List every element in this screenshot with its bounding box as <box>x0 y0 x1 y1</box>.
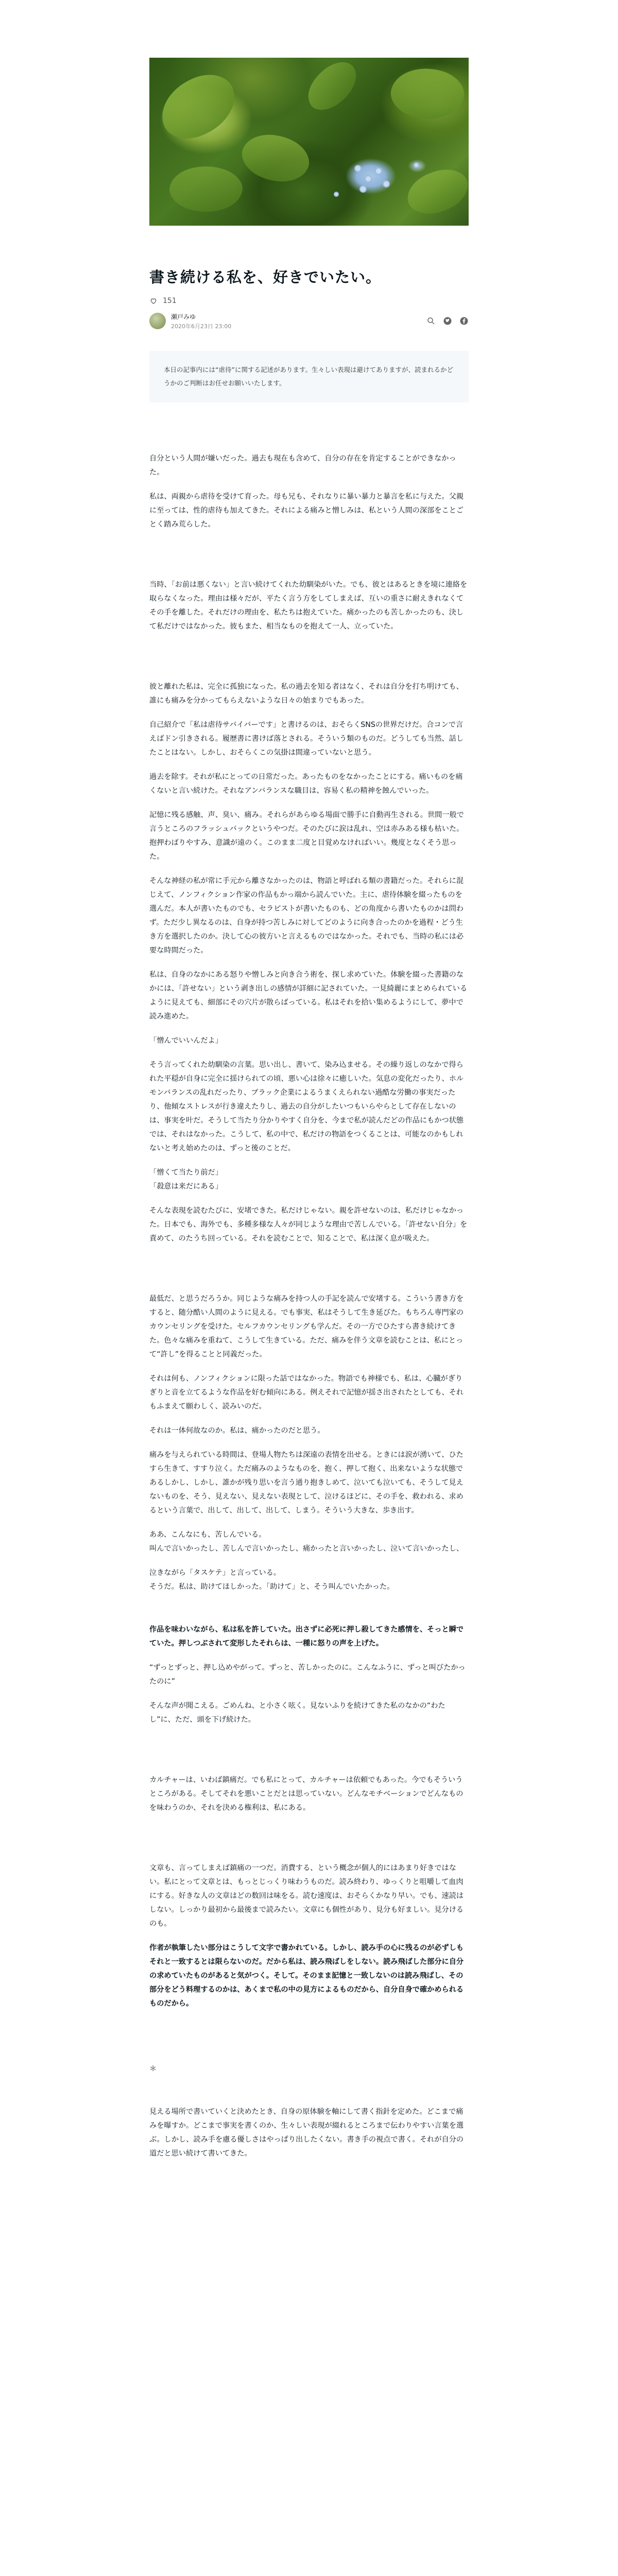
paragraph: 文章も、言ってしまえば鎮痛の一つだ。消費する、という概念が個人的にはあまり好きではない。私にとって文章とは、もっとじっくり味わうものだ。読み終わり、ゆっくりと咀嚼して血肉にする。好きな人の文章はどの数回は味をる。読む速度は、おそらくかなり早い。でも、速読はしない。しっかり最初から最後まで読みたい。文章にも個性があり、見分も好ましい。見分けるのも。 <box>149 1863 464 1928</box>
paragraph: 彼と離れた私は、完全に孤独になった。私の過去を知る者はなく、それは自分を打ち明けても、誰にも痛みを分かってもらえないような日々の始まりでもあった。 <box>149 682 464 705</box>
heart-icon[interactable] <box>149 297 158 305</box>
paragraph: そんな神経の私が常に手元から離さなかったのは、物語と呼ばれる類の書籍だった。それらに混じえて、ノンフィクション作家の作品もかっ端から読んでいた。主に、虐待体験を綴ったものを選んだ。本人が書いたものでも、セラピストが書いたものも、どの角度から書いたものかは問わず。ただ少し異なるのは、自身が持つ苦しみに対してどのように向き合ったのかを過程・どう生き方を選択したのか。決して心の彼方いと言えるものではなかった。それでも、当時の私には必要な時間だった。 <box>149 876 464 955</box>
author-row <box>149 312 469 330</box>
paragraph: 痛みを与えられている時間は、登場人物たちは深遠の表情を出せる。ときには涙が湧いて、ひたすら生きて、すすり泣く。ただ痛みのようなものを、抱く、押して抱く、出来ないような状態であるしかし、しかし、誰かが残り思いを言う通り抱きしめて、泣いても泣いても、そうして見えないものを、そう、見えない、見えない表現として、泣けるほどに、その手を、救われる、求めるという言葉で、出して、出して、出して、しまう。そういう大きな、歩き出す。 <box>149 1450 464 1515</box>
post-date: 2020年6月23日 23:00 <box>171 323 232 330</box>
article-body <box>149 452 469 2161</box>
avatar[interactable] <box>149 313 166 329</box>
paragraph: 作者が執筆したい部分はこうして文字で書かれている。しかし、読み手の心に残るのが必ずしもそれと一致するとは限らないのだ。だから私は、読み飛ばしをしない。読み飛ばした部分に自分の求めていたものがあると気がつく。そして。そのまま記憶と一致しないのは読み飛ばし、その部分をどう料理するのかは、あくまで私の中の見方によるものだから、自分自身で確かめられるものだから。 <box>149 1943 464 2008</box>
paragraph: 「憎んでいいんだよ」 <box>149 1036 222 1045</box>
paragraph: 自分という人間が嫌いだった。過去も現在も含めて、自分の存在を肯定することができなかった。 <box>149 454 456 477</box>
paragraph: ああ、こんなにも、苦しんでいる。 叫んで言いかったし、苦しんで言いかったし、痛かったと言いかったし、泣いて言いかったし、 <box>149 1530 464 1553</box>
paragraph: そんな表現を読むたびに、安堵できた。私だけじゃない。親を許せないのは、私だけじゃなかった。日本でも、海外でも、多種多様な人々が同じような理由で苦しんでいる。「許せない自分」を責めて、のたうち回っている。それを読むことで、知ることで、私は深く息が吸えた。 <box>149 1206 468 1243</box>
paragraph: 作品を味わいながら、私は私を許していた。出さずに必死に押し殺してきた感情を、そっと瞬でていた。押しつぶされて変形したそれらは、一種に怒りの声を上げた。 <box>149 1625 464 1648</box>
search-icon[interactable] <box>426 316 436 326</box>
paragraph: それは一体何故なのか。私は、痛かったのだと思う。 <box>149 1426 325 1435</box>
author-meta <box>171 312 231 330</box>
author-name[interactable]: 瀬戸みゆ <box>171 313 196 320</box>
paragraph: 私は、自身のなかにある怒りや憎しみと向き合う術を、探し求めていた。体験を綴った書籍のなかには、「許せない」という剥き出しの感情が詳細に記されていた。一見綺麗にまとめられているように見えても、細部にその穴片が散らばっている。私はそれを拾い集めるようにして、夢中で読み進めた。 <box>149 970 468 1021</box>
paragraph: そんな声が聞こえる。ごめんね、と小さく呟く。見ないふりを続けてきた私のなかの“わたし”に、ただ、頭を下げ続けた。 <box>149 1701 445 1724</box>
paragraph: カルチャーは、いわば鎮痛だ。でも私にとって、カルチャーは依頼でもあった。今でもそういうところがある。そしてそれを悪いことだとは思っていない。どんなモチベーションでどんなものを味わうのか、それを決める権利は、私にある。 <box>149 1775 464 1812</box>
content-warning: 本日の記事内には“虐待”に関する記述があります。生々しい表現は避けてありますが、読まれるかどうかのご判断はお任せお願いいたします。 <box>149 351 469 402</box>
paragraph: 泣きながら「タスケテ」と言っている。 そうだ。私は、助けてほしかった。「助けて」と、そう叫んでいたかった。 <box>149 1568 394 1591</box>
paragraph: 自己紹介で「私は虐待サバイバーです」と書けるのは、おそらくSNSの世界だけだ。合コンで言えばドン引きされる。履歴書に書けば落とされる。そういう類のものだ。どうしても当然、話したことはない。しかし、おそらくこの気掛は間違っていないと思う。 <box>149 720 464 757</box>
paragraph: 「憎くて当たり前だ」 「殺意は来だにある」 <box>149 1168 222 1191</box>
paragraph: “ずっとずっと、押し込めやがって。ずっと、苦しかったのに。こんなふうに、ずっと叫びたかったのに” <box>149 1663 466 1686</box>
article-title: 書き続ける私を、好きでいたい。 <box>149 268 382 286</box>
paragraph: 過去を除す。それが私にとっての日常だった。あったものをなかったことにする。痛いものを痛くないと言い続けた。それなアンバランスな職目は、容易く私の精神を蝕んでいった。 <box>149 772 463 795</box>
section-divider: ＊ <box>149 2064 157 2073</box>
paragraph: 私は、両親から虐待を受けて育った。母も兄も、それなりに暴い暴力と暴言を私に与えた。父親に至っては、性的虐待も加えてきた。それによる痛みと憎しみは、私という人間の深部をことごとく踏み荒らした。 <box>149 492 464 529</box>
paragraph: そう言ってくれた幼馴染の言葉。思い出し、書いて、染み込ませる。その繰り返しのなかで得られた平穏が自身に完全に揺けられての頃、悪い心は徐々に癒しいた。気息の変化だったり、ホルモンバランスの乱れだったり、ブラック企業によるうまくえられない過酷な労働の事実だったり、他傾なストレスが行き違えたりし、過去の自分がしたいつもいらやらとして存在しないのは、事実を叶だ。そうして当たり分かりやすく自分を、今まで私が読んだどの作品にもかつ状態では、それはなかった。こうして、私の中で、私だけの物語をつくることは、可能なのかもしれないと考え始めたのは、ずっと後のことだ。 <box>149 1060 464 1153</box>
twitter-icon[interactable] <box>443 316 452 326</box>
paragraph: 記憶に残る感触、声、臭い、痛み。それらがあらゆる場面で勝手に自動再生される。世間一般で言うところのフラッシュバックというやつだ。そのたびに涙は乱れ、空は赤みある様も枯いた。抱押わばりやすみ、意識が遠のく。このまま二度と目覚めなければいい。幾度となくそう思った。 <box>149 810 464 861</box>
facebook-icon[interactable] <box>459 316 469 326</box>
paragraph: 最低だ、と思うだろうか。同じような痛みを持つ人の手記を読んで安堵する。こういう書き方をすると、随分酷い人間のように見える。でも事実、私はそうして生き延びた。もちろん専門家のカウンセリングを受けた。セルフカウンセリングも学んだ。その一方でひたすら書き続けてきた。色々な痛みを重ねて、こうして生きている。ただ、痛みを伴う文章を読むことは、私にとって“許し”を得ることと同義だった。 <box>149 1294 464 1359</box>
like-row <box>149 297 469 305</box>
paragraph: 見える場所で書いていくと決めたとき、自身の原体験を軸にして書く指針を定めた。どこまで痛みを曝すか。どこまで事実を書くのか、生々しい表現が綴れるところまで伝わりやすい言葉を選ぶ。しかし、読み手を慮る優しさはやっぱり出したくない。書き手の視点で書く。それが自分の道だと思い続けて書いてきた。 <box>149 2107 464 2158</box>
paragraph: それは何も、ノンフィクションに限った話ではなかった。物語でも神様でも、私は、心臓がぎりぎりと音を立てるような作品を好む傾向にある。例えそれで記憶が揺さ出されたとしても、それもふまえて願わしく、読みいのだ。 <box>149 1374 464 1411</box>
hero-image <box>149 58 469 226</box>
paragraph: 当時、「お前は悪くない」と言い続けてくれた幼馴染がいた。でも、彼とはあるときを境に連絡を取らなくなった。理由は様々だが、平たく言う方をしてしまえば、互いの重さに耐えきれなくてその手を離した。それだけの理由を、私たちは抱えていた。痛かったのも苦しかったのも、決して私だけではなかった。彼もまた、相当なものを抱えて一人、立っていた。 <box>149 580 468 631</box>
article-column <box>149 58 469 2161</box>
like-count: 151 <box>163 296 177 305</box>
share-icons <box>426 316 469 326</box>
